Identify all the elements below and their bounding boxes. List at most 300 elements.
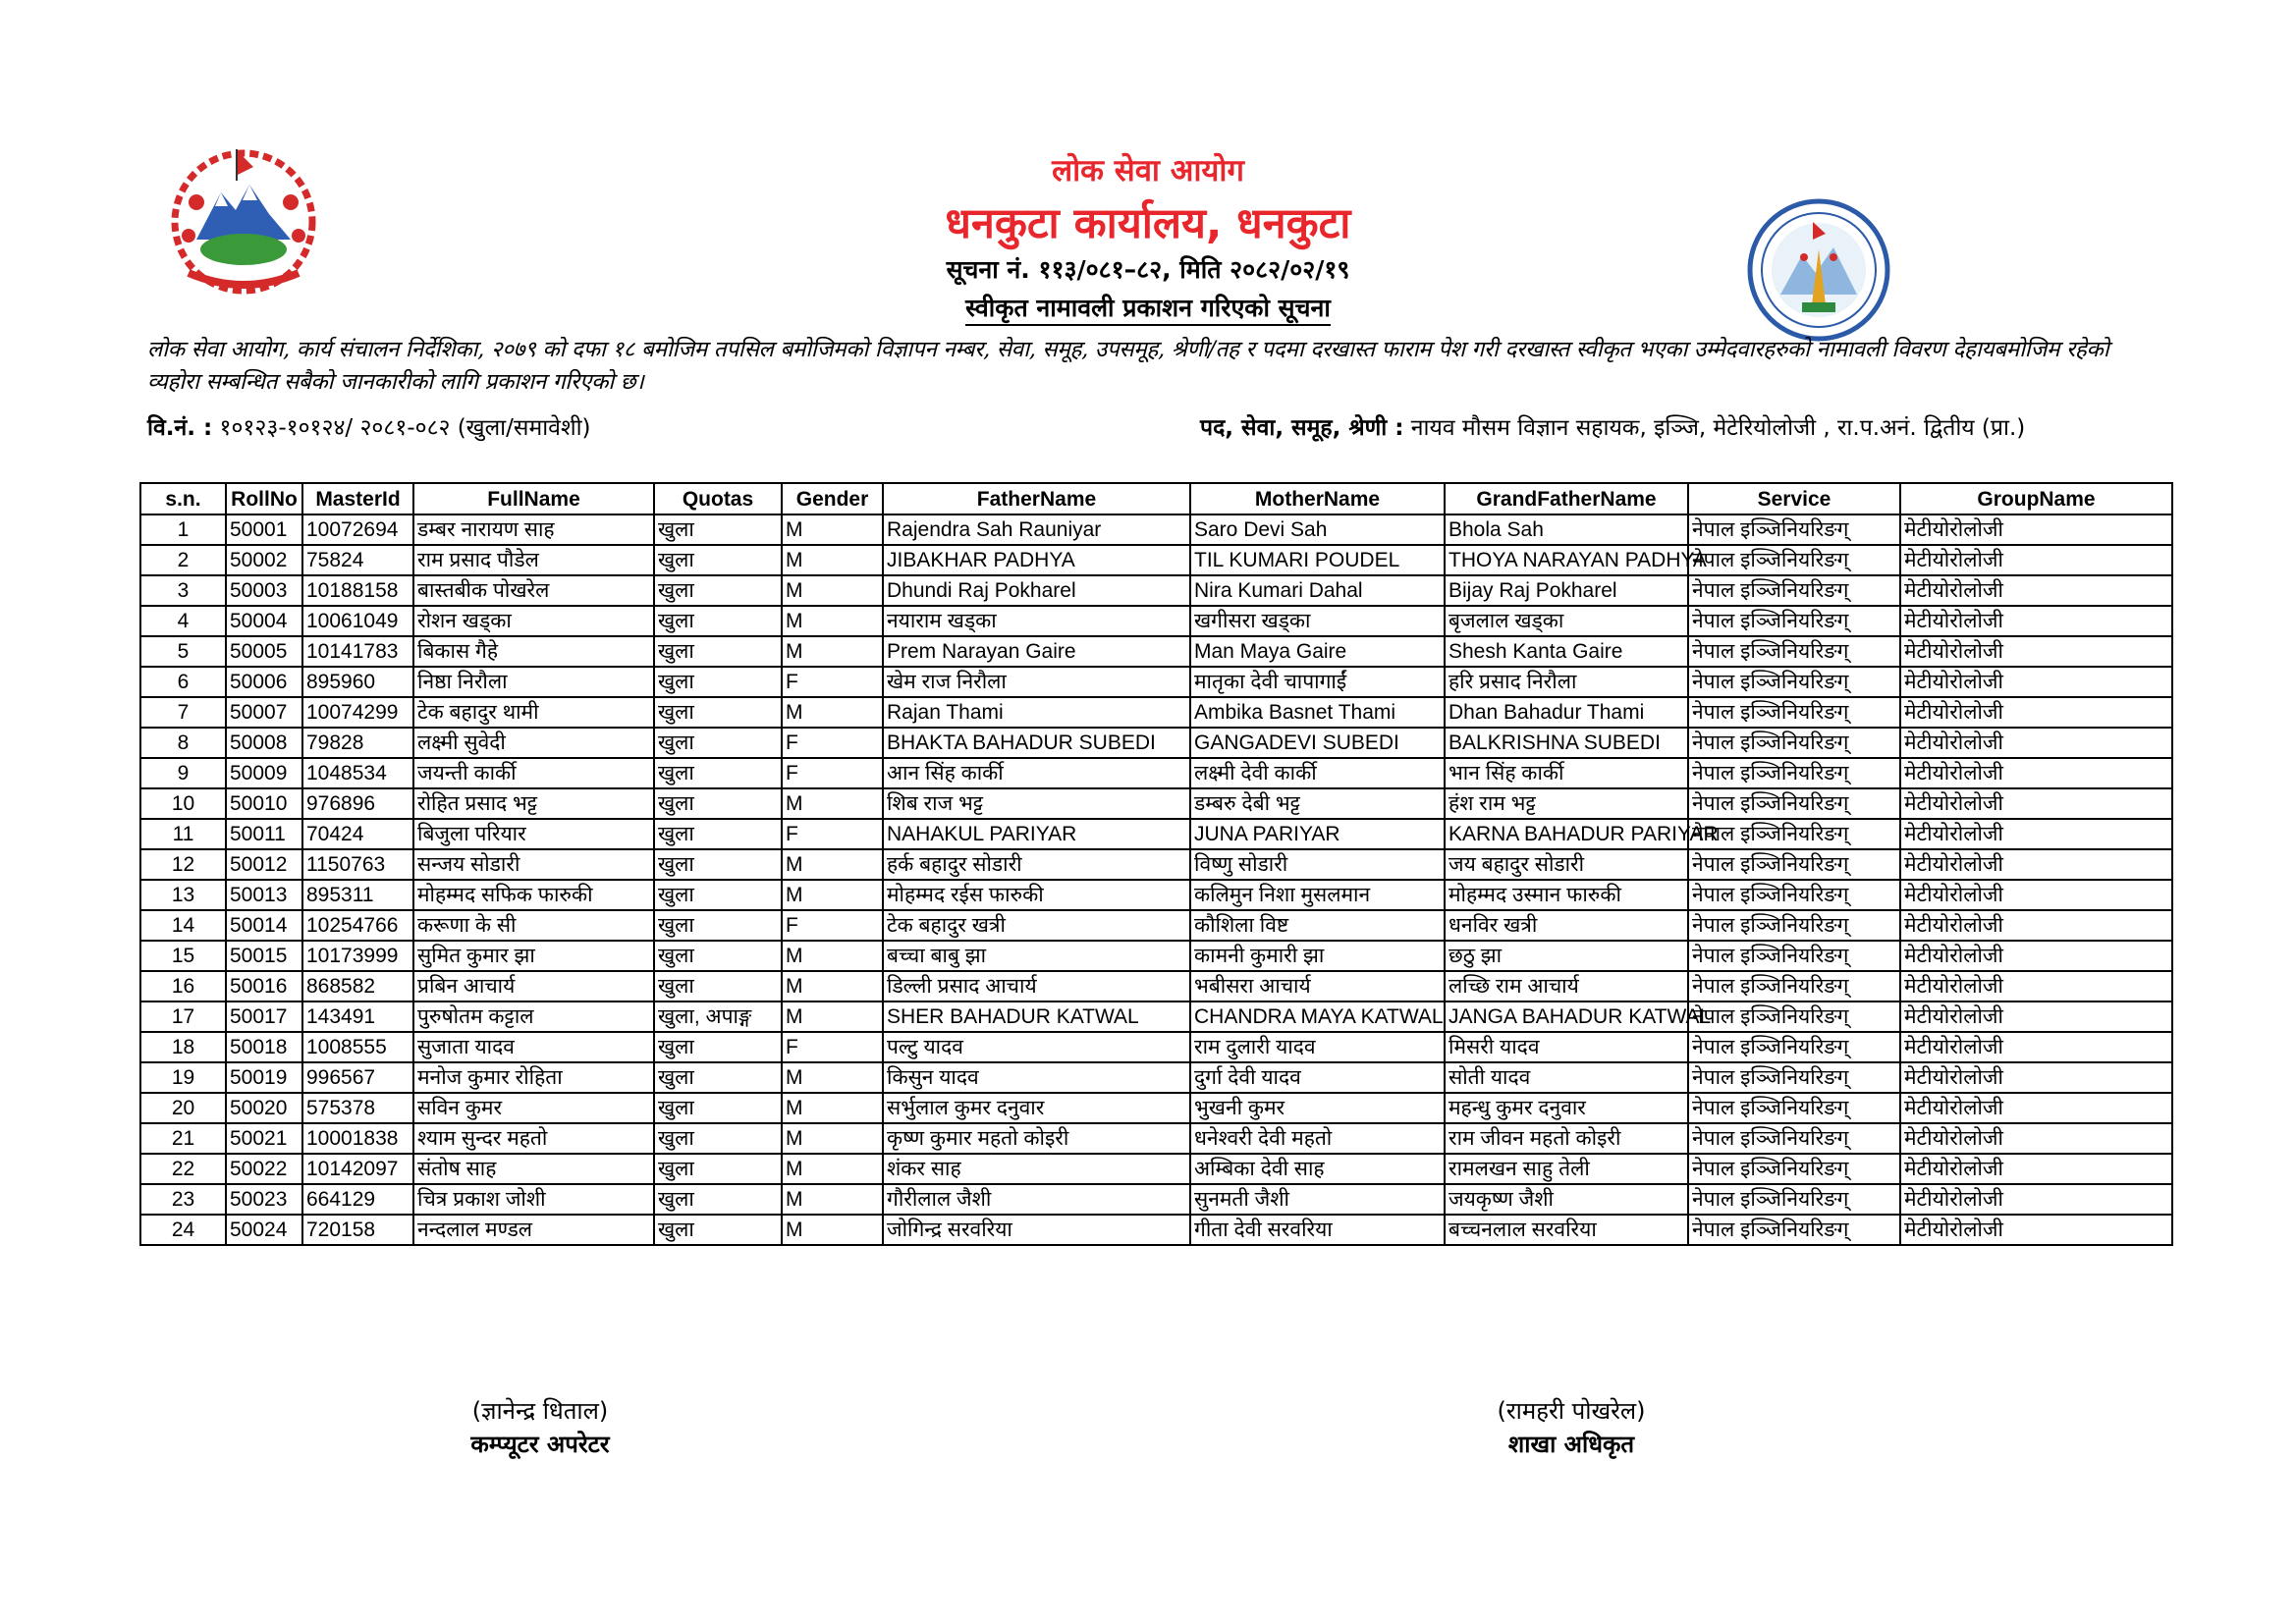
table-row: [140, 697, 2172, 728]
table-cell: 16: [140, 971, 226, 1001]
table-cell: मेटीयोरोलोजी: [1900, 545, 2172, 575]
table-cell: नेपाल इञ्जिनियरिङग्: [1688, 1184, 1900, 1215]
table-cell: मेटीयोरोलोजी: [1900, 1215, 2172, 1245]
table-cell: 50004: [226, 606, 302, 636]
table-cell: हंश राम भट्ट: [1445, 788, 1688, 819]
table-cell: मेटीयोरोलोजी: [1900, 880, 2172, 910]
table-cell: खुला: [654, 636, 782, 667]
table-cell: M: [782, 697, 883, 728]
table-cell: अम्बिका देवी साह: [1190, 1154, 1445, 1184]
table-cell: TIL KUMARI POUDEL: [1190, 545, 1445, 575]
table-cell: 50017: [226, 1001, 302, 1032]
table-cell: रोहित प्रसाद भट्ट: [413, 788, 654, 819]
table-cell: खुला: [654, 910, 782, 941]
table-cell: खुला: [654, 1093, 782, 1123]
table-cell: F: [782, 910, 883, 941]
table-row: [140, 910, 2172, 941]
column-header: MotherName: [1190, 483, 1445, 514]
table-cell: Bhola Sah: [1445, 514, 1688, 545]
table-cell: 21: [140, 1123, 226, 1154]
table-row: [140, 880, 2172, 910]
signatory-title: शाखा अधिकृत: [1507, 1431, 1635, 1458]
table-cell: 24: [140, 1215, 226, 1245]
table-cell: 50022: [226, 1154, 302, 1184]
table-row: [140, 545, 2172, 575]
table-cell: 1: [140, 514, 226, 545]
table-cell: विष्णु सोडारी: [1190, 849, 1445, 880]
table-cell: M: [782, 636, 883, 667]
table-cell: M: [782, 514, 883, 545]
table-cell: 10072694: [302, 514, 413, 545]
table-cell: F: [782, 1032, 883, 1062]
table-cell: 10061049: [302, 606, 413, 636]
table-cell: 895311: [302, 880, 413, 910]
table-cell: मेटीयोरोलोजी: [1900, 1184, 2172, 1215]
table-cell: Rajan Thami: [883, 697, 1190, 728]
table-cell: दुर्गा देवी यादव: [1190, 1062, 1445, 1093]
table-cell: सुजाता यादव: [413, 1032, 654, 1062]
table-cell: M: [782, 941, 883, 971]
table-cell: Man Maya Gaire: [1190, 636, 1445, 667]
table-row: [140, 941, 2172, 971]
table-cell: 10188158: [302, 575, 413, 606]
table-cell: मेटीयोरोलोजी: [1900, 971, 2172, 1001]
table-cell: 50014: [226, 910, 302, 941]
column-header: FullName: [413, 483, 654, 514]
table-cell: राम प्रसाद पौडेल: [413, 545, 654, 575]
table-cell: पल्टु यादव: [883, 1032, 1190, 1062]
table-cell: मेटीयोरोलोजी: [1900, 1001, 2172, 1032]
table-cell: सुमित कुमार झा: [413, 941, 654, 971]
table-cell: आन सिंह कार्की: [883, 758, 1190, 788]
table-cell: खुला: [654, 849, 782, 880]
table-cell: नेपाल इञ्जिनियरिङग्: [1688, 697, 1900, 728]
table-cell: KARNA BAHADUR PARIYAR: [1445, 819, 1688, 849]
table-cell: टेक बहादुर खत्री: [883, 910, 1190, 941]
table-cell: श्याम सुन्दर महतो: [413, 1123, 654, 1154]
advertisement-key: वि.नं. :: [147, 415, 213, 441]
table-cell: नेपाल इञ्जिनियरिङग्: [1688, 1154, 1900, 1184]
table-header-row: [140, 483, 2172, 514]
table-cell: 868582: [302, 971, 413, 1001]
table-cell: नेपाल इञ्जिनियरिङग्: [1688, 545, 1900, 575]
table-cell: खुला: [654, 758, 782, 788]
table-cell: खुला: [654, 880, 782, 910]
table-cell: 18: [140, 1032, 226, 1062]
table-cell: F: [782, 758, 883, 788]
table-cell: खुला: [654, 606, 782, 636]
table-cell: बच्चा बाबु झा: [883, 941, 1190, 971]
table-cell: NAHAKUL PARIYAR: [883, 819, 1190, 849]
table-cell: मातृका देवी चापागाईं: [1190, 667, 1445, 697]
table-cell: 20: [140, 1093, 226, 1123]
table-cell: Prem Narayan Gaire: [883, 636, 1190, 667]
table-cell: करूणा के सी: [413, 910, 654, 941]
column-header: Gender: [782, 483, 883, 514]
table-cell: खुला: [654, 788, 782, 819]
table-cell: खुला: [654, 545, 782, 575]
table-cell: 50002: [226, 545, 302, 575]
table-cell: खुला: [654, 819, 782, 849]
table-row: [140, 1001, 2172, 1032]
column-header: FatherName: [883, 483, 1190, 514]
table-cell: जयन्ती कार्की: [413, 758, 654, 788]
table-cell: 50018: [226, 1032, 302, 1062]
table-cell: हरि प्रसाद निरौला: [1445, 667, 1688, 697]
office-name: धनकुटा कार्यालय, धनकुटा: [945, 199, 1351, 248]
table-cell: 50008: [226, 728, 302, 758]
table-cell: 19: [140, 1062, 226, 1093]
table-row: [140, 1093, 2172, 1123]
table-cell: M: [782, 575, 883, 606]
table-cell: मेटीयोरोलोजी: [1900, 514, 2172, 545]
table-cell: खुला: [654, 1184, 782, 1215]
table-cell: मेटीयोरोलोजी: [1900, 1123, 2172, 1154]
table-cell: M: [782, 788, 883, 819]
table-cell: 4: [140, 606, 226, 636]
table-cell: Dhundi Raj Pokharel: [883, 575, 1190, 606]
table-cell: नेपाल इञ्जिनियरिङग्: [1688, 758, 1900, 788]
table-cell: नेपाल इञ्जिनियरिङग्: [1688, 910, 1900, 941]
table-cell: नेपाल इञ्जिनियरिङग्: [1688, 1062, 1900, 1093]
table-cell: नेपाल इञ्जिनियरिङग्: [1688, 1123, 1900, 1154]
table-cell: मेटीयोरोलोजी: [1900, 1154, 2172, 1184]
table-cell: गौरीलाल जैशी: [883, 1184, 1190, 1215]
table-cell: कामनी कुमारी झा: [1190, 941, 1445, 971]
table-cell: JUNA PARIYAR: [1190, 819, 1445, 849]
table-cell: रोशन खड्का: [413, 606, 654, 636]
table-cell: 13: [140, 880, 226, 910]
table-cell: 50021: [226, 1123, 302, 1154]
table-cell: 50006: [226, 667, 302, 697]
advertisement-info: [147, 410, 591, 442]
table-cell: खुला, अपाङ्ग: [654, 1001, 782, 1032]
commission-name: लोक सेवा आयोग: [1052, 153, 1244, 189]
table-row: [140, 758, 2172, 788]
table-cell: M: [782, 971, 883, 1001]
table-row: [140, 1215, 2172, 1245]
table-cell: लक्ष्मी सुवेदी: [413, 728, 654, 758]
notice-number: सूचना नं. ११३/०८१–८२, मिति २०८२/०२/१९: [946, 255, 1350, 284]
table-cell: 50016: [226, 971, 302, 1001]
table-cell: 50011: [226, 819, 302, 849]
table-cell: शिब राज भट्ट: [883, 788, 1190, 819]
table-cell: M: [782, 1184, 883, 1215]
table-cell: 720158: [302, 1215, 413, 1245]
table-cell: हर्क बहादुर सोडारी: [883, 849, 1190, 880]
advertisement-value: १०१२३-१०१२४/ २०८१-०८२ (खुला/समावेशी): [219, 415, 591, 441]
table-cell: 50007: [226, 697, 302, 728]
table-cell: 1150763: [302, 849, 413, 880]
table-row: [140, 575, 2172, 606]
table-row: [140, 636, 2172, 667]
table-cell: CHANDRA MAYA KATWAL: [1190, 1001, 1445, 1032]
table-row: [140, 1062, 2172, 1093]
table-cell: खुला: [654, 1215, 782, 1245]
table-cell: मेटीयोरोलोजी: [1900, 636, 2172, 667]
table-cell: खुला: [654, 1062, 782, 1093]
table-cell: THOYA NARAYAN PADHYA: [1445, 545, 1688, 575]
table-cell: 50009: [226, 758, 302, 788]
table-cell: नेपाल इञ्जिनियरिङग्: [1688, 1215, 1900, 1245]
table-cell: चित्र प्रकाश जोशी: [413, 1184, 654, 1215]
table-cell: खुला: [654, 697, 782, 728]
table-row: [140, 971, 2172, 1001]
table-cell: सुनमती जैशी: [1190, 1184, 1445, 1215]
table-cell: 10001838: [302, 1123, 413, 1154]
table-cell: 10142097: [302, 1154, 413, 1184]
table-cell: मेटीयोरोलोजी: [1900, 941, 2172, 971]
signature-left: [412, 1394, 668, 1461]
table-cell: मेटीयोरोलोजी: [1900, 1062, 2172, 1093]
table-row: [140, 728, 2172, 758]
table-cell: मेटीयोरोलोजी: [1900, 758, 2172, 788]
table-cell: रामलखन साहु तेली: [1445, 1154, 1688, 1184]
table-cell: खुला: [654, 575, 782, 606]
table-cell: 70424: [302, 819, 413, 849]
table-cell: M: [782, 1062, 883, 1093]
notice-subject-text: स्वीकृत नामावली प्रकाशन गरिएको सूचना: [965, 294, 1331, 326]
table-cell: नेपाल इञ्जिनियरिङग्: [1688, 819, 1900, 849]
table-cell: खुला: [654, 1123, 782, 1154]
table-cell: मेटीयोरोलोजी: [1900, 910, 2172, 941]
signatory-name: (रामहरी पोखरेल): [1497, 1397, 1646, 1425]
table-cell: संतोष साह: [413, 1154, 654, 1184]
table-cell: खुला: [654, 941, 782, 971]
table-cell: गीता देवी सरवरिया: [1190, 1215, 1445, 1245]
table-cell: टेक बहादुर थामी: [413, 697, 654, 728]
table-cell: 17: [140, 1001, 226, 1032]
table-cell: सोती यादव: [1445, 1062, 1688, 1093]
table-cell: भान सिंह कार्की: [1445, 758, 1688, 788]
column-header: s.n.: [140, 483, 226, 514]
table-cell: 11: [140, 819, 226, 849]
table-cell: F: [782, 728, 883, 758]
table-cell: GANGADEVI SUBEDI: [1190, 728, 1445, 758]
table-cell: 50001: [226, 514, 302, 545]
table-cell: सविन कुमर: [413, 1093, 654, 1123]
table-cell: सन्जय सोडारी: [413, 849, 654, 880]
table-cell: बिकास गैहे: [413, 636, 654, 667]
table-cell: F: [782, 667, 883, 697]
table-cell: Nira Kumari Dahal: [1190, 575, 1445, 606]
table-cell: नेपाल इञ्जिनियरिङग्: [1688, 514, 1900, 545]
table-cell: मेटीयोरोलोजी: [1900, 606, 2172, 636]
table-cell: 50015: [226, 941, 302, 971]
table-cell: मेटीयोरोलोजी: [1900, 667, 2172, 697]
table-cell: Shesh Kanta Gaire: [1445, 636, 1688, 667]
table-cell: मेटीयोरोलोजी: [1900, 728, 2172, 758]
table-cell: 50024: [226, 1215, 302, 1245]
column-header: RollNo: [226, 483, 302, 514]
candidate-table: [139, 482, 2173, 1246]
table-row: [140, 1123, 2172, 1154]
table-cell: नेपाल इञ्जिनियरिङग्: [1688, 636, 1900, 667]
table-cell: 7: [140, 697, 226, 728]
table-cell: नेपाल इञ्जिनियरिङग्: [1688, 1093, 1900, 1123]
table-cell: मोहम्मद उस्मान फारुकी: [1445, 880, 1688, 910]
table-cell: खुला: [654, 514, 782, 545]
table-cell: बृजलाल खड्का: [1445, 606, 1688, 636]
table-cell: डिल्ली प्रसाद आचार्य: [883, 971, 1190, 1001]
column-header: Quotas: [654, 483, 782, 514]
table-cell: Bijay Raj Pokharel: [1445, 575, 1688, 606]
table-cell: 1008555: [302, 1032, 413, 1062]
table-cell: 895960: [302, 667, 413, 697]
table-cell: 50003: [226, 575, 302, 606]
table-cell: 10: [140, 788, 226, 819]
table-cell: शंकर साह: [883, 1154, 1190, 1184]
table-cell: 10074299: [302, 697, 413, 728]
table-cell: SHER BAHADUR KATWAL: [883, 1001, 1190, 1032]
post-info: [1200, 410, 2025, 442]
table-cell: 8: [140, 728, 226, 758]
table-cell: 50020: [226, 1093, 302, 1123]
table-row: [140, 1184, 2172, 1215]
table-cell: 14: [140, 910, 226, 941]
table-cell: M: [782, 606, 883, 636]
intro-paragraph: लोक सेवा आयोग, कार्य संचालन निर्देशिका, २०७९ को दफा १८ बमोजिम तपसिल बमोजिमको विज्ञापन नम्बर, सेवा, समूह, उपसमूह, श्रेणी/तह र पदमा दरखास्त फाराम पेश गरी दरखास्त स्वीकृत भएका उम्मेदवारहरुको नामावली विवरण देहायबमोजिम रहेको व्यहोरा सम्बन्धित सबैको जानकारीको लागि प्रकाशन गरिएको छ।: [147, 337, 2109, 395]
table-cell: JANGA BAHADUR KATWAL: [1445, 1001, 1688, 1032]
table-cell: Saro Devi Sah: [1190, 514, 1445, 545]
table-cell: 50023: [226, 1184, 302, 1215]
table-cell: 22: [140, 1154, 226, 1184]
table-cell: किसुन यादव: [883, 1062, 1190, 1093]
table-cell: 23: [140, 1184, 226, 1215]
table-cell: नेपाल इञ्जिनियरिङग्: [1688, 728, 1900, 758]
table-cell: मोहम्मद रईस फारुकी: [883, 880, 1190, 910]
column-header: Service: [1688, 483, 1900, 514]
table-cell: बास्तबीक पोखरेल: [413, 575, 654, 606]
table-cell: 3: [140, 575, 226, 606]
column-header: GrandFatherName: [1445, 483, 1688, 514]
table-cell: नेपाल इञ्जिनियरिङग्: [1688, 1001, 1900, 1032]
table-cell: नेपाल इञ्जिनियरिङग्: [1688, 788, 1900, 819]
table-cell: 10141783: [302, 636, 413, 667]
table-cell: 50019: [226, 1062, 302, 1093]
table-cell: F: [782, 819, 883, 849]
table-cell: M: [782, 1154, 883, 1184]
table-cell: 10173999: [302, 941, 413, 971]
table-cell: 6: [140, 667, 226, 697]
table-cell: भबीसरा आचार्य: [1190, 971, 1445, 1001]
table-cell: बिजुला परियार: [413, 819, 654, 849]
table-cell: 50005: [226, 636, 302, 667]
table-cell: सर्भुलाल कुमर दनुवार: [883, 1093, 1190, 1123]
table-cell: M: [782, 880, 883, 910]
table-cell: 996567: [302, 1062, 413, 1093]
table-cell: निष्ठा निरौला: [413, 667, 654, 697]
table-row: [140, 1154, 2172, 1184]
table-cell: Ambika Basnet Thami: [1190, 697, 1445, 728]
table-cell: खुला: [654, 1032, 782, 1062]
table-cell: M: [782, 1001, 883, 1032]
table-cell: BHAKTA BAHADUR SUBEDI: [883, 728, 1190, 758]
table-cell: कृष्ण कुमार महतो कोइरी: [883, 1123, 1190, 1154]
table-cell: खुला: [654, 728, 782, 758]
table-cell: लक्ष्मी देवी कार्की: [1190, 758, 1445, 788]
table-cell: 50012: [226, 849, 302, 880]
table-cell: 50013: [226, 880, 302, 910]
table-cell: मनोज कुमार रोहिता: [413, 1062, 654, 1093]
table-cell: डम्बर नारायण साह: [413, 514, 654, 545]
table-cell: 976896: [302, 788, 413, 819]
table-row: [140, 788, 2172, 819]
table-cell: मेटीयोरोलोजी: [1900, 1032, 2172, 1062]
table-cell: खुला: [654, 1154, 782, 1184]
table-cell: लच्छि राम आचार्य: [1445, 971, 1688, 1001]
signatory-name: (ज्ञानेन्द्र धिताल): [471, 1397, 609, 1425]
table-cell: मेटीयोरोलोजी: [1900, 1093, 2172, 1123]
table-cell: नेपाल इञ्जिनियरिङग्: [1688, 1032, 1900, 1062]
table-cell: जयकृष्ण जैशी: [1445, 1184, 1688, 1215]
table-cell: मिसरी यादव: [1445, 1032, 1688, 1062]
table-row: [140, 514, 2172, 545]
post-key: पद, सेवा, समूह, श्रेणी :: [1200, 415, 1404, 441]
table-row: [140, 606, 2172, 636]
table-cell: नेपाल इञ्जिनियरिङग्: [1688, 575, 1900, 606]
table-cell: डम्बरु देबी भट्ट: [1190, 788, 1445, 819]
table-cell: M: [782, 545, 883, 575]
table-cell: 75824: [302, 545, 413, 575]
table-cell: M: [782, 1123, 883, 1154]
column-header: GroupName: [1900, 483, 2172, 514]
notice-subject: [0, 291, 2296, 324]
table-row: [140, 1032, 2172, 1062]
table-cell: नेपाल इञ्जिनियरिङग्: [1688, 971, 1900, 1001]
column-header: MasterId: [302, 483, 413, 514]
table-cell: जय बहादुर सोडारी: [1445, 849, 1688, 880]
table-cell: 1048534: [302, 758, 413, 788]
table-cell: धनविर खत्री: [1445, 910, 1688, 941]
table-cell: मेटीयोरोलोजी: [1900, 819, 2172, 849]
table-cell: बच्चनलाल सरवरिया: [1445, 1215, 1688, 1245]
table-cell: नेपाल इञ्जिनियरिङग्: [1688, 606, 1900, 636]
table-cell: 143491: [302, 1001, 413, 1032]
table-cell: मोहम्मद सफिक फारुकी: [413, 880, 654, 910]
table-cell: M: [782, 849, 883, 880]
table-cell: प्रबिन आचार्य: [413, 971, 654, 1001]
table-cell: 10254766: [302, 910, 413, 941]
table-cell: जोगिन्द्र सरवरिया: [883, 1215, 1190, 1245]
table-cell: 575378: [302, 1093, 413, 1123]
table-cell: खगीसरा खड्का: [1190, 606, 1445, 636]
table-cell: 50010: [226, 788, 302, 819]
table-cell: छठु झा: [1445, 941, 1688, 971]
signature-right: [1444, 1394, 1699, 1461]
table-cell: नयाराम खड्का: [883, 606, 1190, 636]
table-cell: कलिमुन निशा मुसलमान: [1190, 880, 1445, 910]
table-cell: 15: [140, 941, 226, 971]
table-cell: M: [782, 1215, 883, 1245]
table-cell: JIBAKHAR PADHYA: [883, 545, 1190, 575]
table-cell: महन्धु कुमर दनुवार: [1445, 1093, 1688, 1123]
table-cell: 664129: [302, 1184, 413, 1215]
table-cell: 9: [140, 758, 226, 788]
table-cell: खुला: [654, 667, 782, 697]
table-cell: 5: [140, 636, 226, 667]
table-cell: नेपाल इञ्जिनियरिङग्: [1688, 941, 1900, 971]
table-cell: 12: [140, 849, 226, 880]
table-row: [140, 819, 2172, 849]
table-cell: Dhan Bahadur Thami: [1445, 697, 1688, 728]
table-cell: BALKRISHNA SUBEDI: [1445, 728, 1688, 758]
table-cell: मेटीयोरोलोजी: [1900, 697, 2172, 728]
table-cell: 79828: [302, 728, 413, 758]
table-cell: नेपाल इञ्जिनियरिङग्: [1688, 667, 1900, 697]
table-cell: नेपाल इञ्जिनियरिङग्: [1688, 849, 1900, 880]
table-cell: मेटीयोरोलोजी: [1900, 575, 2172, 606]
